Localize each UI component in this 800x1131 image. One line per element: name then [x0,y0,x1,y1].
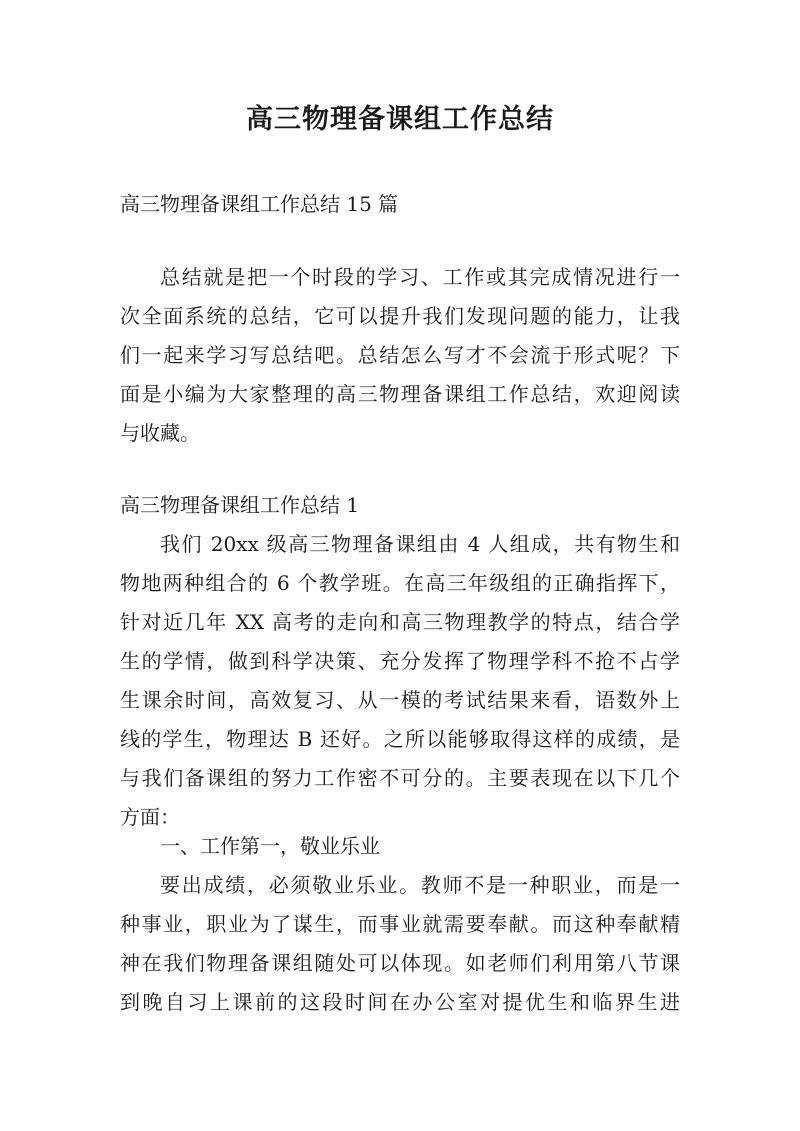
intro-line: 与收藏。 [120,421,200,445]
point-heading: 一、工作第一，敬业乐业 [160,834,380,858]
intro-line: 面是小编为大家整理的高三物理备课组工作总结，欢迎阅读 [120,382,680,406]
body-line: 针对近几年 XX 高考的走向和高三物理教学的特点，结合学 [120,610,680,634]
body-line: 物地两种组合的 6 个教学班。在高三年级组的正确指挥下， [120,571,680,595]
body-line: 要出成绩，必须敬业乐业。教师不是一种职业，而是一 [160,873,680,897]
body-line: 与我们备课组的努力工作密不可分的。主要表现在以下几个 [120,766,680,790]
body-line: 神在我们物理备课组随处可以体现。如老师们利用第八节课 [120,951,680,975]
intro-line: 次全面系统的总结，它可以提升我们发现问题的能力，让我 [120,304,680,328]
body-line: 生的学情，做到科学决策、充分发挥了物理学科不抢不占学 [120,649,680,673]
body-line: 生课余时间，高效复习、从一模的考试结果来看，语数外上 [120,688,680,712]
body-line: 到晚自习上课前的这段时间在办公室对提优生和临界生进 [120,990,680,1014]
body-line: 线的学生，物理达 B 还好。之所以能够取得这样的成绩，是 [120,727,680,751]
document-subtitle: 高三物理备课组工作总结 15 篇 [120,192,399,216]
section-heading: 高三物理备课组工作总结 1 [120,493,360,517]
body-line: 我们 20xx 级高三物理备课组由 4 人组成，共有物生和 [160,532,680,556]
body-line: 种事业，职业为了谋生，而事业就需要奉献。而这种奉献精 [120,912,680,936]
intro-line: 们一起来学习写总结吧。总结怎么写才不会流于形式呢？下 [120,343,680,367]
intro-line: 总结就是把一个时段的学习、工作或其完成情况进行一 [160,265,680,289]
body-line: 方面： [120,805,180,829]
document-title: 高三物理备课组工作总结 [246,104,554,135]
